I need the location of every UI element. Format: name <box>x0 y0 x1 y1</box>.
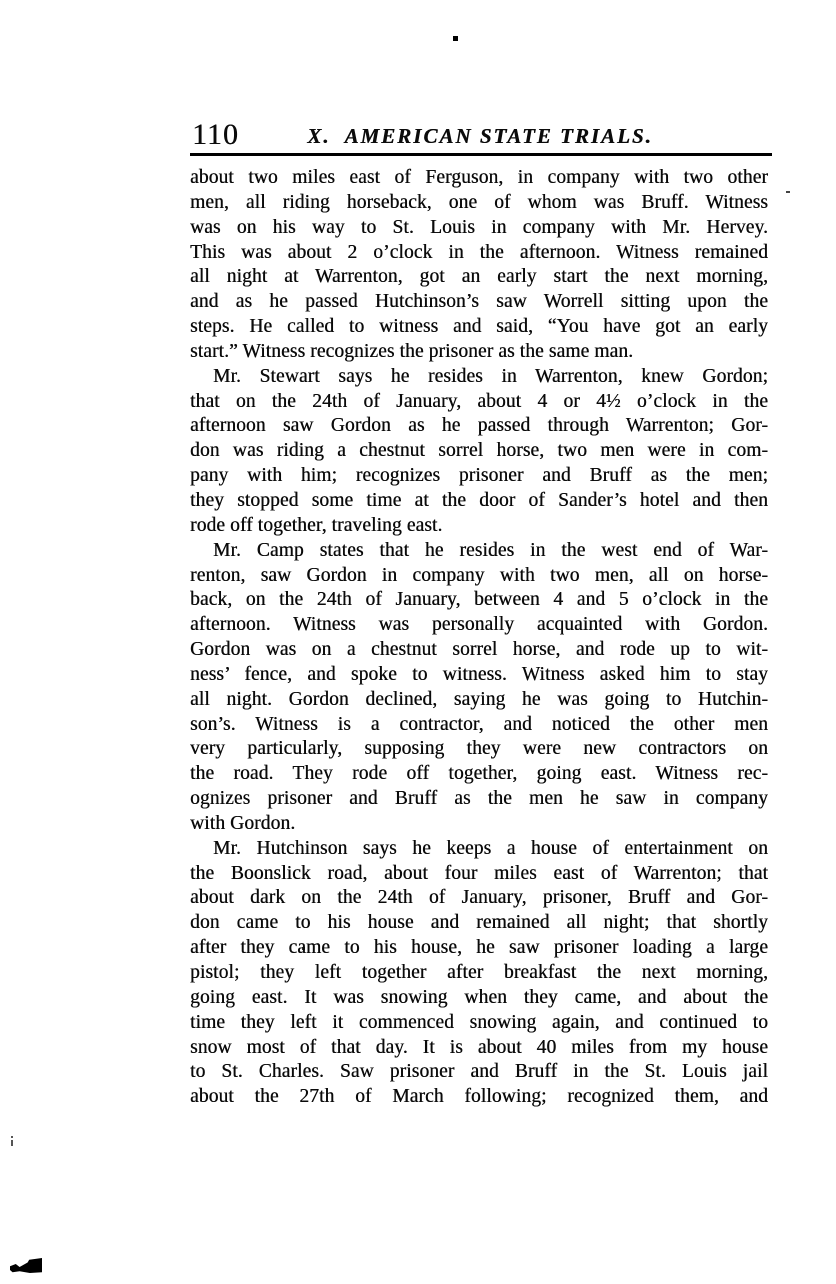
text-block <box>190 166 768 1110</box>
running-header <box>190 116 770 150</box>
header-rule <box>190 153 772 156</box>
ink-speck-right-margin <box>786 191 790 193</box>
text-line: steps. He called to witness and said, “You have got an early <box>190 316 768 338</box>
text-line: that on the 24th of January, about 4 or 4½ o’clock in the <box>190 390 768 412</box>
ink-speck-top <box>453 36 458 41</box>
text-line: don came to his house and remained all night; that shortly <box>190 912 768 934</box>
text-line: very particularly, supposing they were new contractors on <box>190 738 768 760</box>
text-line: about two miles east of Ferguson, in company with two other <box>190 167 768 188</box>
text-line: back, on the 24th of January, between 4 and 5 o’clock in the <box>190 589 768 611</box>
ink-blob-bottom-left <box>10 1258 42 1273</box>
page-number: 110 <box>192 118 239 151</box>
text-line: time they left it commenced snowing again, and continued to <box>190 1011 768 1033</box>
text-line: all night. Gordon declined, saying he was going to Hutchin- <box>190 688 768 710</box>
text-line: the road. They rode off together, going east. Witness rec- <box>190 763 768 785</box>
text-line: after they came to his house, he saw prisoner loading a large <box>190 937 768 959</box>
text-line: don was riding a chestnut sorrel horse, two men were in com- <box>190 440 768 462</box>
text-line: and as he passed Hutchinson’s saw Worrell sitting upon the <box>190 291 768 313</box>
paragraph <box>190 539 768 837</box>
text-line: they stopped some time at the door of Sander’s hotel and then <box>190 489 768 511</box>
text-line: Mr. Hutchinson says he keeps a house of entertainment on <box>213 837 768 859</box>
text-line: This was about 2 o’clock in the afternoon. Witness remained <box>190 241 768 263</box>
running-title-chapter: X. <box>307 124 331 148</box>
text-line: to St. Charles. Saw prisoner and Bruff in the St. Louis jail <box>190 1061 768 1083</box>
text-line: rode off together, traveling east. <box>190 514 443 536</box>
text-line: the Boonslick road, about four miles east of Warrenton; that <box>190 862 768 884</box>
text-line: pany with him; recognizes prisoner and Bruff as the men; <box>190 465 768 487</box>
text-line: Mr. Camp states that he resides in the west end of War- <box>213 539 768 561</box>
text-line: afternoon. Witness was personally acquainted with Gordon. <box>190 614 768 636</box>
text-line: men, all riding horseback, one of whom was Bruff. Witness <box>190 191 768 213</box>
text-line: about dark on the 24th of January, prisoner, Bruff and Gor- <box>190 887 768 909</box>
text-line: was on his way to St. Louis in company with Mr. Hervey. <box>190 216 768 238</box>
text-line: ness’ fence, and spoke to witness. Witness asked him to stay <box>190 663 768 685</box>
text-line: afternoon saw Gordon as he passed through Warrenton; Gor- <box>190 415 768 437</box>
paragraph <box>190 837 768 1110</box>
paragraph <box>190 365 768 539</box>
text-line: all night at Warrenton, got an early start the next morning, <box>190 266 768 288</box>
paragraph <box>190 166 768 365</box>
text-line: Mr. Stewart says he resides in Warrenton, knew Gordon; <box>213 365 768 387</box>
text-line: with Gordon. <box>190 812 296 834</box>
ink-mark-left-margin <box>11 1136 13 1138</box>
text-line: Gordon was on a chestnut sorrel horse, and rode up to wit- <box>190 639 768 661</box>
ink-mark-left-margin <box>11 1140 13 1146</box>
text-line: start.” Witness recognizes the prisoner as the same man. <box>190 340 634 362</box>
text-line: ognizes prisoner and Bruff as the men he saw in company <box>190 788 768 810</box>
text-line: about the 27th of March following; recognized them, and <box>190 1086 768 1108</box>
text-line: renton, saw Gordon in company with two men, all on horse- <box>190 564 768 586</box>
text-line: going east. It was snowing when they came, and about the <box>190 986 768 1008</box>
running-title-text: AMERICAN STATE TRIALS. <box>344 124 653 148</box>
text-line: son’s. Witness is a contractor, and noticed the other men <box>190 713 768 735</box>
text-line: snow most of that day. It is about 40 miles from my house <box>190 1036 768 1058</box>
running-title <box>190 126 770 147</box>
text-line: pistol; they left together after breakfast the next morning, <box>190 962 768 983</box>
